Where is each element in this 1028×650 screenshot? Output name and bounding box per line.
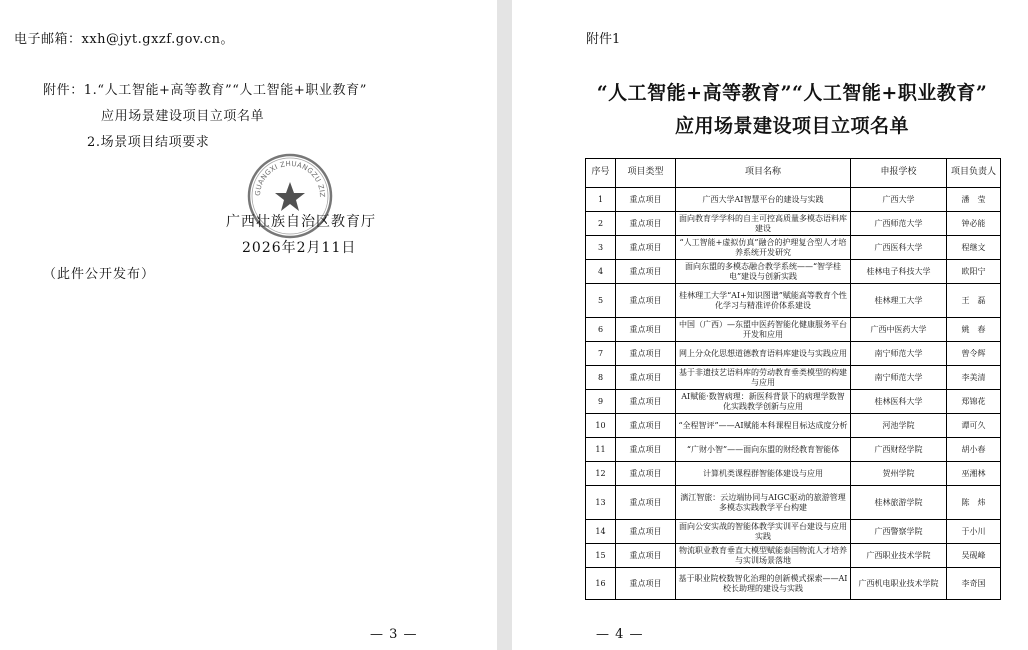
cell-name: 桂林理工大学“AI+知识图谱”赋能高等教育个性化学习与精准评价体系建设 bbox=[676, 284, 851, 318]
cell-name: “广财小智”——面向东盟的财经教育智能体 bbox=[676, 438, 851, 462]
cell-type: 重点项目 bbox=[616, 462, 676, 486]
cell-no: 7 bbox=[586, 342, 616, 366]
cell-no: 10 bbox=[586, 414, 616, 438]
header-name: 项目名称 bbox=[676, 159, 851, 188]
cell-school: 广西中医药大学 bbox=[851, 318, 947, 342]
annex-label: 附件1 bbox=[586, 32, 621, 47]
cell-lead: 程继文 bbox=[947, 236, 1001, 260]
table-body bbox=[586, 188, 1001, 600]
cell-name: 面向公安实战的智能体教学实训平台建设与应用实践 bbox=[676, 520, 851, 544]
cell-no: 12 bbox=[586, 462, 616, 486]
page-number-right: — 4 — bbox=[596, 627, 644, 642]
cell-school: 南宁师范大学 bbox=[851, 342, 947, 366]
cell-lead: 王 磊 bbox=[947, 284, 1001, 318]
cell-name: 面向教育学学科的自主可控高质量多模态语料库建设 bbox=[676, 212, 851, 236]
cell-no: 4 bbox=[586, 260, 616, 284]
table-row bbox=[586, 414, 1001, 438]
title-line-2: 应用场景建设项目立项名单 bbox=[674, 115, 909, 137]
cell-name: “全程智评”——AI赋能本科课程目标达成度分析 bbox=[676, 414, 851, 438]
cell-name: 物流职业教育垂直大模型赋能泰国物流人才培养与实训场景落地 bbox=[676, 544, 851, 568]
cell-lead: 吴砚峰 bbox=[947, 544, 1001, 568]
header-no: 序号 bbox=[586, 159, 616, 188]
cell-no: 13 bbox=[586, 486, 616, 520]
cell-lead: 胡小春 bbox=[947, 438, 1001, 462]
table-row bbox=[586, 318, 1001, 342]
cell-type: 重点项目 bbox=[616, 568, 676, 600]
cell-lead: 李奇国 bbox=[947, 568, 1001, 600]
document-page-right bbox=[512, 0, 1028, 650]
cell-lead: 欧阳宁 bbox=[947, 260, 1001, 284]
cell-lead: 谭可久 bbox=[947, 414, 1001, 438]
table-row bbox=[586, 568, 1001, 600]
cell-school: 广西大学 bbox=[851, 188, 947, 212]
cell-type: 重点项目 bbox=[616, 366, 676, 390]
cell-lead: 于小川 bbox=[947, 520, 1001, 544]
table-row bbox=[586, 462, 1001, 486]
table-row bbox=[586, 390, 1001, 414]
contact-email: 电子邮箱：xxh@jyt.gxzf.gov.cn。 bbox=[14, 32, 234, 47]
document-page-left bbox=[0, 0, 497, 650]
page-gutter bbox=[497, 0, 512, 650]
cell-no: 9 bbox=[586, 390, 616, 414]
cell-name: 基于职业院校数智化治理的创新模式探索——AI校长助理的建设与实践 bbox=[676, 568, 851, 600]
cell-school: 贺州学院 bbox=[851, 462, 947, 486]
cell-school: 广西医科大学 bbox=[851, 236, 947, 260]
signing-date: 2026年2月11日 bbox=[242, 240, 357, 256]
table-row bbox=[586, 188, 1001, 212]
cell-school: 桂林理工大学 bbox=[851, 284, 947, 318]
cell-type: 重点项目 bbox=[616, 188, 676, 212]
cell-school: 广西警察学院 bbox=[851, 520, 947, 544]
table-row bbox=[586, 438, 1001, 462]
page-number-left: — 3 — bbox=[370, 627, 418, 642]
cell-name: 漓江智旅：云边端协同与AIGC驱动的旅游管理多模态实践教学平台构建 bbox=[676, 486, 851, 520]
cell-school: 广西机电职业技术学院 bbox=[851, 568, 947, 600]
table-row bbox=[586, 544, 1001, 568]
signing-organization: 广西壮族自治区教育厅 bbox=[226, 214, 376, 230]
cell-no: 11 bbox=[586, 438, 616, 462]
table-header-row bbox=[586, 159, 1001, 188]
cell-name: 广西大学AI智慧平台的建设与实践 bbox=[676, 188, 851, 212]
cell-lead: 潘 莹 bbox=[947, 188, 1001, 212]
attachment-line-3: 2.场景项目结项要求 bbox=[87, 135, 210, 150]
cell-name: 基于非遗技艺语料库的劳动教育垂类模型的构建与应用 bbox=[676, 366, 851, 390]
table-row bbox=[586, 366, 1001, 390]
cell-type: 重点项目 bbox=[616, 342, 676, 366]
cell-lead: 李美清 bbox=[947, 366, 1001, 390]
header-lead: 项目负责人 bbox=[947, 159, 1001, 188]
cell-type: 重点项目 bbox=[616, 390, 676, 414]
cell-lead: 姚 春 bbox=[947, 318, 1001, 342]
table-row bbox=[586, 342, 1001, 366]
cell-school: 广西职业技术学院 bbox=[851, 544, 947, 568]
cell-lead: 郑锦花 bbox=[947, 390, 1001, 414]
cell-type: 重点项目 bbox=[616, 486, 676, 520]
cell-school: 广西财经学院 bbox=[851, 438, 947, 462]
table-row bbox=[586, 486, 1001, 520]
cell-no: 14 bbox=[586, 520, 616, 544]
project-list-table bbox=[585, 158, 1001, 600]
cell-no: 5 bbox=[586, 284, 616, 318]
seal-text: GUANGXI ZHUANGZU ZIZ bbox=[253, 159, 327, 198]
cell-no: 3 bbox=[586, 236, 616, 260]
cell-lead: 曾令辉 bbox=[947, 342, 1001, 366]
attachment-line-1: 附件：1.“人工智能+高等教育”“人工智能+职业教育” bbox=[43, 83, 367, 98]
cell-type: 重点项目 bbox=[616, 414, 676, 438]
cell-school: 南宁师范大学 bbox=[851, 366, 947, 390]
cell-no: 1 bbox=[586, 188, 616, 212]
cell-lead: 钟必能 bbox=[947, 212, 1001, 236]
cell-name: 网上分众化思想道德教育语料库建设与实践应用 bbox=[676, 342, 851, 366]
cell-name: 计算机类课程群智能体建设与应用 bbox=[676, 462, 851, 486]
cell-lead: 陈 炜 bbox=[947, 486, 1001, 520]
cell-no: 8 bbox=[586, 366, 616, 390]
table-row bbox=[586, 260, 1001, 284]
cell-type: 重点项目 bbox=[616, 544, 676, 568]
table-row bbox=[586, 284, 1001, 318]
publication-note: （此件公开发布） bbox=[43, 267, 156, 282]
cell-type: 重点项目 bbox=[616, 438, 676, 462]
cell-school: 桂林医科大学 bbox=[851, 390, 947, 414]
cell-no: 16 bbox=[586, 568, 616, 600]
cell-school: 河池学院 bbox=[851, 414, 947, 438]
cell-type: 重点项目 bbox=[616, 284, 676, 318]
cell-type: 重点项目 bbox=[616, 236, 676, 260]
cell-no: 15 bbox=[586, 544, 616, 568]
cell-school: 广西师范大学 bbox=[851, 212, 947, 236]
cell-no: 2 bbox=[586, 212, 616, 236]
cell-school: 桂林电子科技大学 bbox=[851, 260, 947, 284]
header-school: 申报学校 bbox=[851, 159, 947, 188]
table-row bbox=[586, 212, 1001, 236]
cell-type: 重点项目 bbox=[616, 520, 676, 544]
title-line-1: “人工智能+高等教育”“人工智能+职业教育” bbox=[596, 82, 988, 104]
table-row bbox=[586, 520, 1001, 544]
cell-name: “人工智能+虚拟仿真”融合的护理复合型人才培养系统开发研究 bbox=[676, 236, 851, 260]
cell-type: 重点项目 bbox=[616, 212, 676, 236]
cell-lead: 巫湘林 bbox=[947, 462, 1001, 486]
cell-type: 重点项目 bbox=[616, 260, 676, 284]
cell-type: 重点项目 bbox=[616, 318, 676, 342]
cell-school: 桂林旅游学院 bbox=[851, 486, 947, 520]
header-type: 项目类型 bbox=[616, 159, 676, 188]
table-row bbox=[586, 236, 1001, 260]
cell-name: AI赋能·数智病理：新医科背景下的病理学数智化实践教学创新与应用 bbox=[676, 390, 851, 414]
cell-name: 面向东盟的多模态融合教学系统——“智学桂电”建设与创新实践 bbox=[676, 260, 851, 284]
cell-no: 6 bbox=[586, 318, 616, 342]
attachment-line-2: 应用场景建设项目立项名单 bbox=[101, 109, 265, 124]
cell-name: 中国（广西）—东盟中医药智能化健康服务平台开发和应用 bbox=[676, 318, 851, 342]
